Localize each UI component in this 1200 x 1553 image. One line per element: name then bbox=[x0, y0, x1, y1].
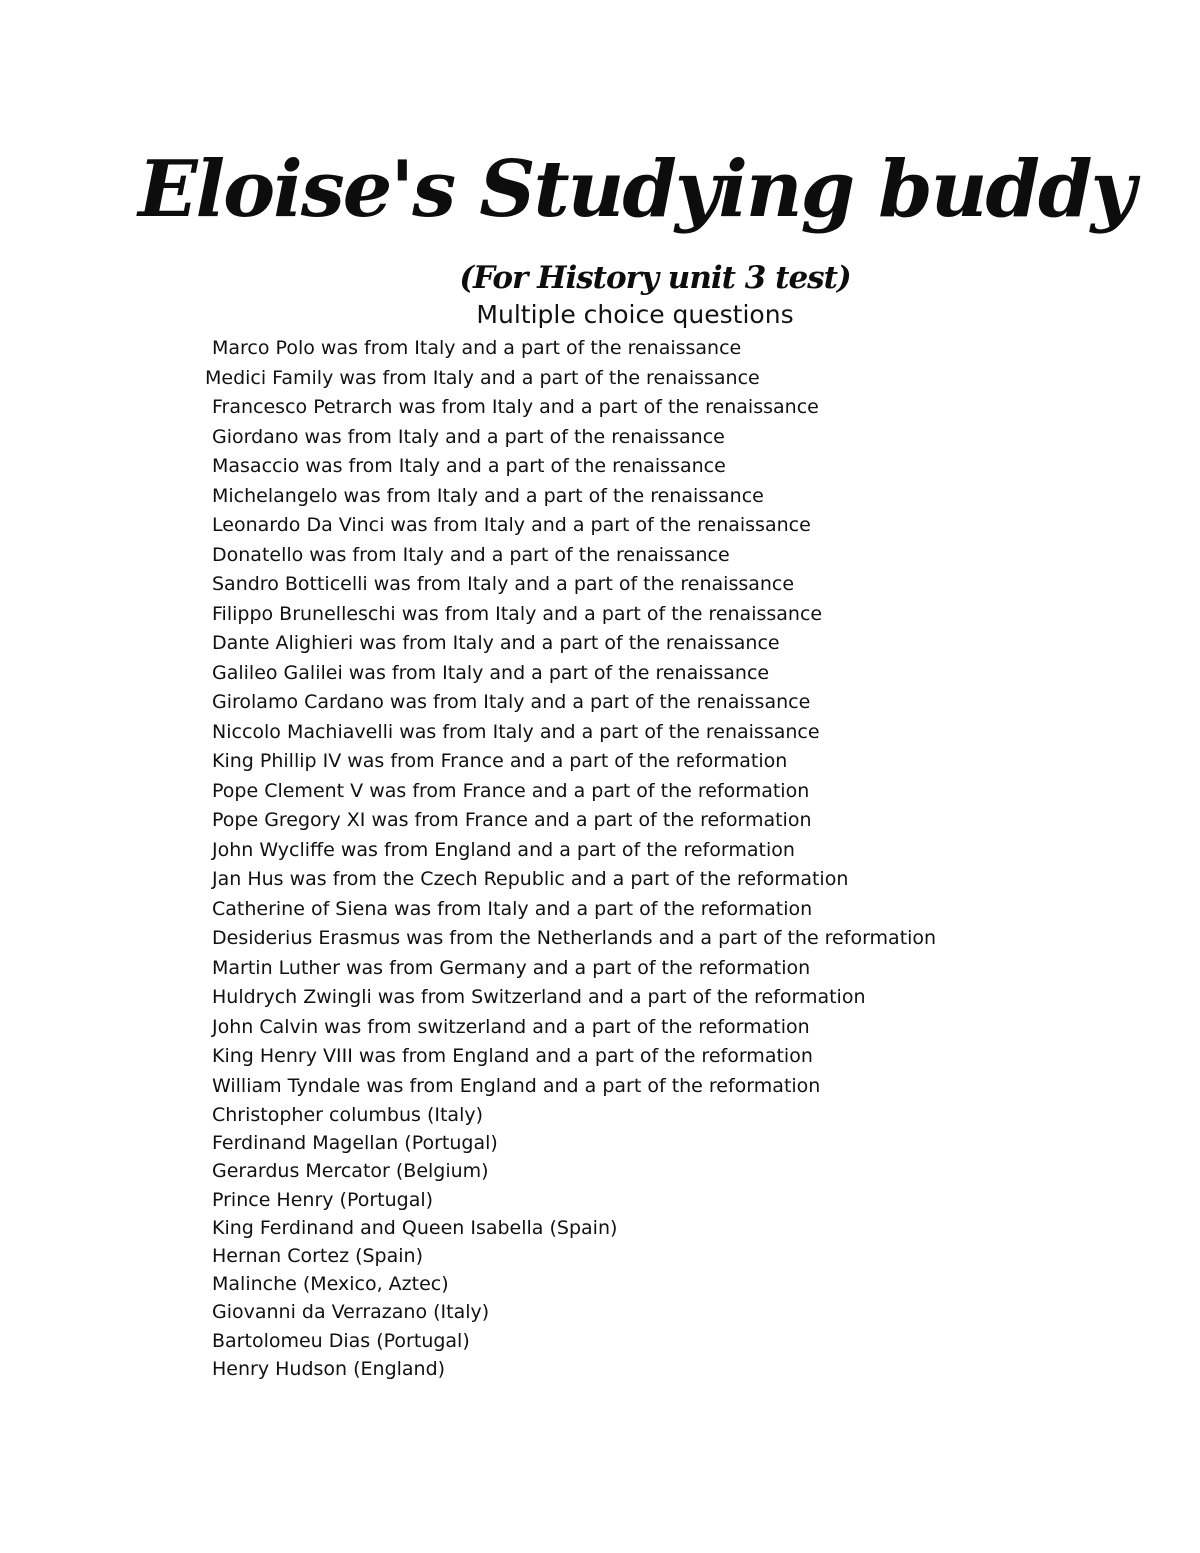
list-item: King Henry VIII was from England and a part of the reformation bbox=[212, 1045, 813, 1067]
list-item: Michelangelo was from Italy and a part of the renaissance bbox=[212, 484, 764, 507]
study-list bbox=[205, 334, 937, 1383]
list-item: Niccolo Machiavelli was from Italy and a part of the renaissance bbox=[212, 720, 820, 743]
list-item: Prince Henry (Portugal) bbox=[212, 1188, 434, 1211]
list-item: King Ferdinand and Queen Isabella (Spain) bbox=[212, 1216, 618, 1239]
page-title: Eloise's Studying buddy bbox=[138, 144, 1134, 235]
list-item: Huldrych Zwingli was from Switzerland and a part of the reformation bbox=[212, 986, 866, 1008]
list-item: Giovanni da Verrazano (Italy) bbox=[212, 1301, 490, 1324]
list-item: John Wycliffe was from England and a part of the reformation bbox=[212, 838, 795, 861]
list-item: Christopher columbus (Italy) bbox=[212, 1104, 484, 1126]
list-item: Giordano was from Italy and a part of the renaissance bbox=[212, 425, 725, 448]
list-item: Ferdinand Magellan (Portugal) bbox=[212, 1132, 498, 1155]
list-item: Francesco Petrarch was from Italy and a part of the renaissance bbox=[212, 396, 819, 418]
list-item: Desiderius Erasmus was from the Netherlands and a part of the reformation bbox=[212, 927, 937, 949]
list-item: Donatello was from Italy and a part of the renaissance bbox=[212, 543, 730, 566]
list-item: Pope Clement V was from France and a part of the reformation bbox=[212, 779, 810, 802]
list-item: Filippo Brunelleschi was from Italy and a part of the renaissance bbox=[212, 602, 823, 625]
list-item: Catherine of Siena was from Italy and a part of the reformation bbox=[212, 897, 813, 920]
list-item: Martin Luther was from Germany and a part of the reformation bbox=[212, 956, 811, 979]
list-item: John Calvin was from switzerland and a part of the reformation bbox=[212, 1015, 810, 1038]
list-item: Pope Gregory XI was from France and a part of the reformation bbox=[212, 809, 812, 831]
list-item: Henry Hudson (England) bbox=[212, 1357, 446, 1380]
list-item: Marco Polo was from Italy and a part of the renaissance bbox=[212, 337, 742, 359]
list-item: Gerardus Mercator (Belgium) bbox=[212, 1160, 489, 1183]
list-item: Jan Hus was from the Czech Republic and a part of the reformation bbox=[212, 868, 849, 890]
list-item: Sandro Botticelli was from Italy and a part of the renaissance bbox=[212, 573, 795, 595]
list-item: Dante Alighieri was from Italy and a part of the renaissance bbox=[212, 632, 780, 654]
list-item: Girolamo Cardano was from Italy and a part of the renaissance bbox=[212, 691, 811, 713]
list-item: William Tyndale was from England and a part of the reformation bbox=[212, 1074, 821, 1097]
list-item: Leonardo Da Vinci was from Italy and a part of the renaissance bbox=[212, 514, 811, 536]
list-item: Galileo Galilei was from Italy and a part of the renaissance bbox=[212, 661, 770, 684]
list-item: Medici Family was from Italy and a part of the renaissance bbox=[205, 366, 760, 389]
list-item: Malinche (Mexico, Aztec) bbox=[212, 1273, 449, 1296]
list-item: King Phillip IV was from France and a part of the reformation bbox=[212, 750, 788, 772]
list-item: Hernan Cortez (Spain) bbox=[212, 1244, 423, 1267]
page-subtitle: (For History unit 3 test) bbox=[459, 260, 851, 296]
list-item: Masaccio was from Italy and a part of the renaissance bbox=[212, 455, 726, 477]
list-item: Bartolomeu Dias (Portugal) bbox=[212, 1329, 470, 1352]
section-heading: Multiple choice questions bbox=[476, 300, 794, 329]
